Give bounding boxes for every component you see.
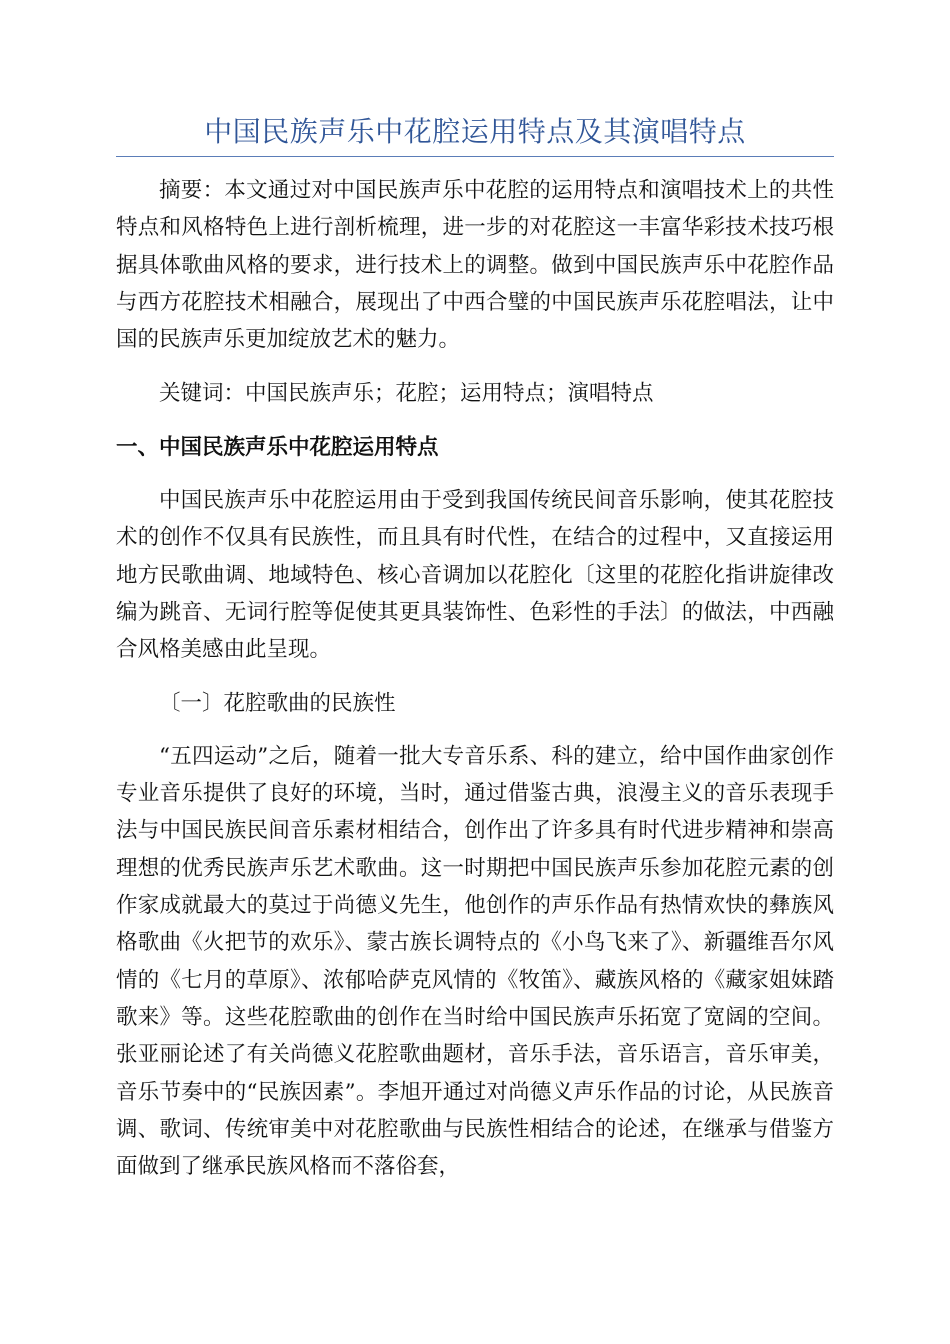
subsection-heading: 〔一〕花腔歌曲的民族性	[159, 690, 396, 716]
keywords-line: 关键词：中国民族声乐；花腔；运用特点；演唱特点	[159, 381, 654, 407]
document-body	[116, 172, 834, 1185]
abstract-paragraph: 摘要：本文通过对中国民族声乐中花腔的运用特点和演唱技术上的共性特点和风格特色上进行剖析梳理，进一步的对花腔这一丰富华彩技术技巧根据具体歌曲风格的要求，进行技术上的调整。做到中国民族声乐中花腔作品与西方花腔技术相融合，展现出了中西合璧的中国民族声乐花腔唱法，让中国的民族声乐更加绽放艺术的魅力。	[116, 178, 834, 353]
title-underline	[116, 156, 834, 157]
document-title: 中国民族声乐中花腔运用特点及其演唱特点	[204, 115, 746, 148]
subsection-paragraph: “五四运动”之后，随着一批大专音乐系、科的建立，给中国作曲家创作专业音乐提供了良好的环境，当时，通过借鉴古典，浪漫主义的音乐表现手法与中国民族民间音乐素材相结合，创作出了许多具有时代进步精神和崇高理想的优秀民族声乐艺术歌曲。这一时期把中国民族声乐参加花腔元素的创作家成就最大的莫过于尚德义先生，他创作的声乐作品有热情欢快的彝族风格歌曲《火把节的欢乐》、蒙古族长调特点的《小鸟飞来了》、新疆维吾尔风情的《七月的草原》、浓郁哈萨克风情的《牧笛》、藏族风格的《藏家姐妹踏歌来》等。这些花腔歌曲的创作在当时给中国民族声乐拓宽了宽阔的空间。张亚丽论述了有关尚德义花腔歌曲题材，音乐手法，音乐语言，音乐审美，音乐节奏中的“民族因素”。李旭开通过对尚德义声乐作品的讨论，从民族音调、歌词、传统审美中对花腔歌曲与民族性相结合的论述，在继承与借鉴方面做到了继承民族风格而不落俗套，	[116, 743, 834, 1180]
section-heading: 一、中国民族声乐中花腔运用特点	[116, 434, 439, 460]
section-paragraph: 中国民族声乐中花腔运用由于受到我国传统民间音乐影响，使其花腔技术的创作不仅具有民族性，而且具有时代性，在结合的过程中，又直接运用地方民歌曲调、地域特色、核心音调加以花腔化〔这里的花腔化指讲旋律改编为跳音、无词行腔等促使其更具装饰性、色彩性的手法〕的做法，中西融合风格美感由此呈现。	[116, 488, 834, 663]
